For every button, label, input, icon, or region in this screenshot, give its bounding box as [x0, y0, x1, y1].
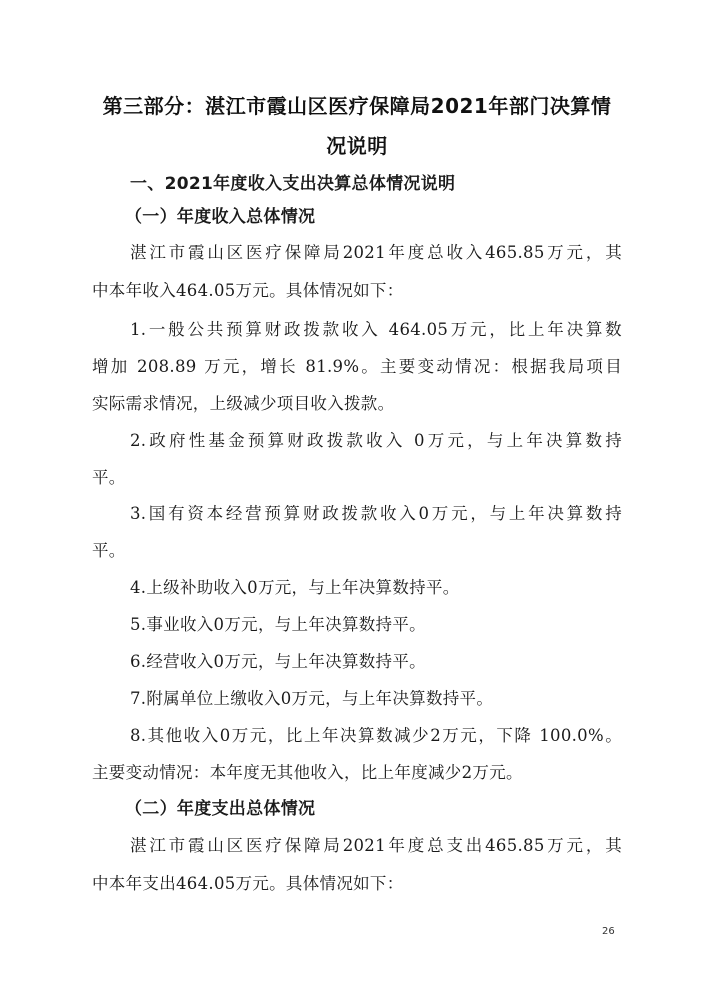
expense-heading: （二）年度支出总体情况 [125, 799, 316, 819]
income-item-4: 4.上级补助收入0万元，与上年决算数持平。 [130, 578, 460, 597]
expense-intro-line-2: 中本年支出464.05万元。具体情况如下： [92, 874, 404, 893]
expense-intro-line-1: 湛江市霞山区医疗保障局2021年度总支出465.85万元，其 [130, 836, 622, 855]
income-item-1-line-1: 1.一般公共预算财政拨款收入 464.05万元，比上年决算数 [130, 320, 622, 339]
income-intro-line-1: 湛江市霞山区医疗保障局2021年度总收入465.85万元，其 [130, 243, 622, 262]
income-item-6: 6.经营收入0万元，与上年决算数持平。 [130, 652, 426, 671]
income-item-8-line-1: 8.其他收入0万元，比上年决算数减少2万元，下降 100.0%。 [130, 726, 622, 745]
income-item-1-line-3: 实际需求情况，上级减少项目收入拨款。 [92, 394, 395, 413]
income-intro-line-2: 中本年收入464.05万元。具体情况如下： [92, 281, 404, 300]
page-number: 26 [602, 926, 615, 937]
income-item-5: 5.事业收入0万元，与上年决算数持平。 [130, 615, 426, 634]
income-item-2-line-2: 平。 [92, 468, 126, 487]
document-title [92, 86, 622, 166]
income-item-1-line-2: 增加 208.89 万元，增长 81.9%。主要变动情况：根据我局项目 [92, 357, 622, 376]
income-item-2-line-1: 2.政府性基金预算财政拨款收入 0万元，与上年决算数持 [130, 431, 622, 450]
title-line-1: 第三部分：湛江市霞山区医疗保障局2021年部门决算情 [102, 94, 612, 118]
section-heading-1: 一、2021年度收入支出决算总体情况说明 [130, 174, 456, 194]
income-item-8-line-2: 主要变动情况：本年度无其他收入，比上年度减少2万元。 [92, 763, 523, 782]
title-line-2: 况说明 [326, 134, 388, 158]
income-item-7: 7.附属单位上缴收入0万元，与上年决算数持平。 [130, 689, 494, 708]
income-heading: （一）年度收入总体情况 [125, 207, 316, 227]
income-item-3-line-2: 平。 [92, 541, 126, 560]
income-item-3-line-1: 3.国有资本经营预算财政拨款收入0万元，与上年决算数持 [130, 504, 622, 523]
